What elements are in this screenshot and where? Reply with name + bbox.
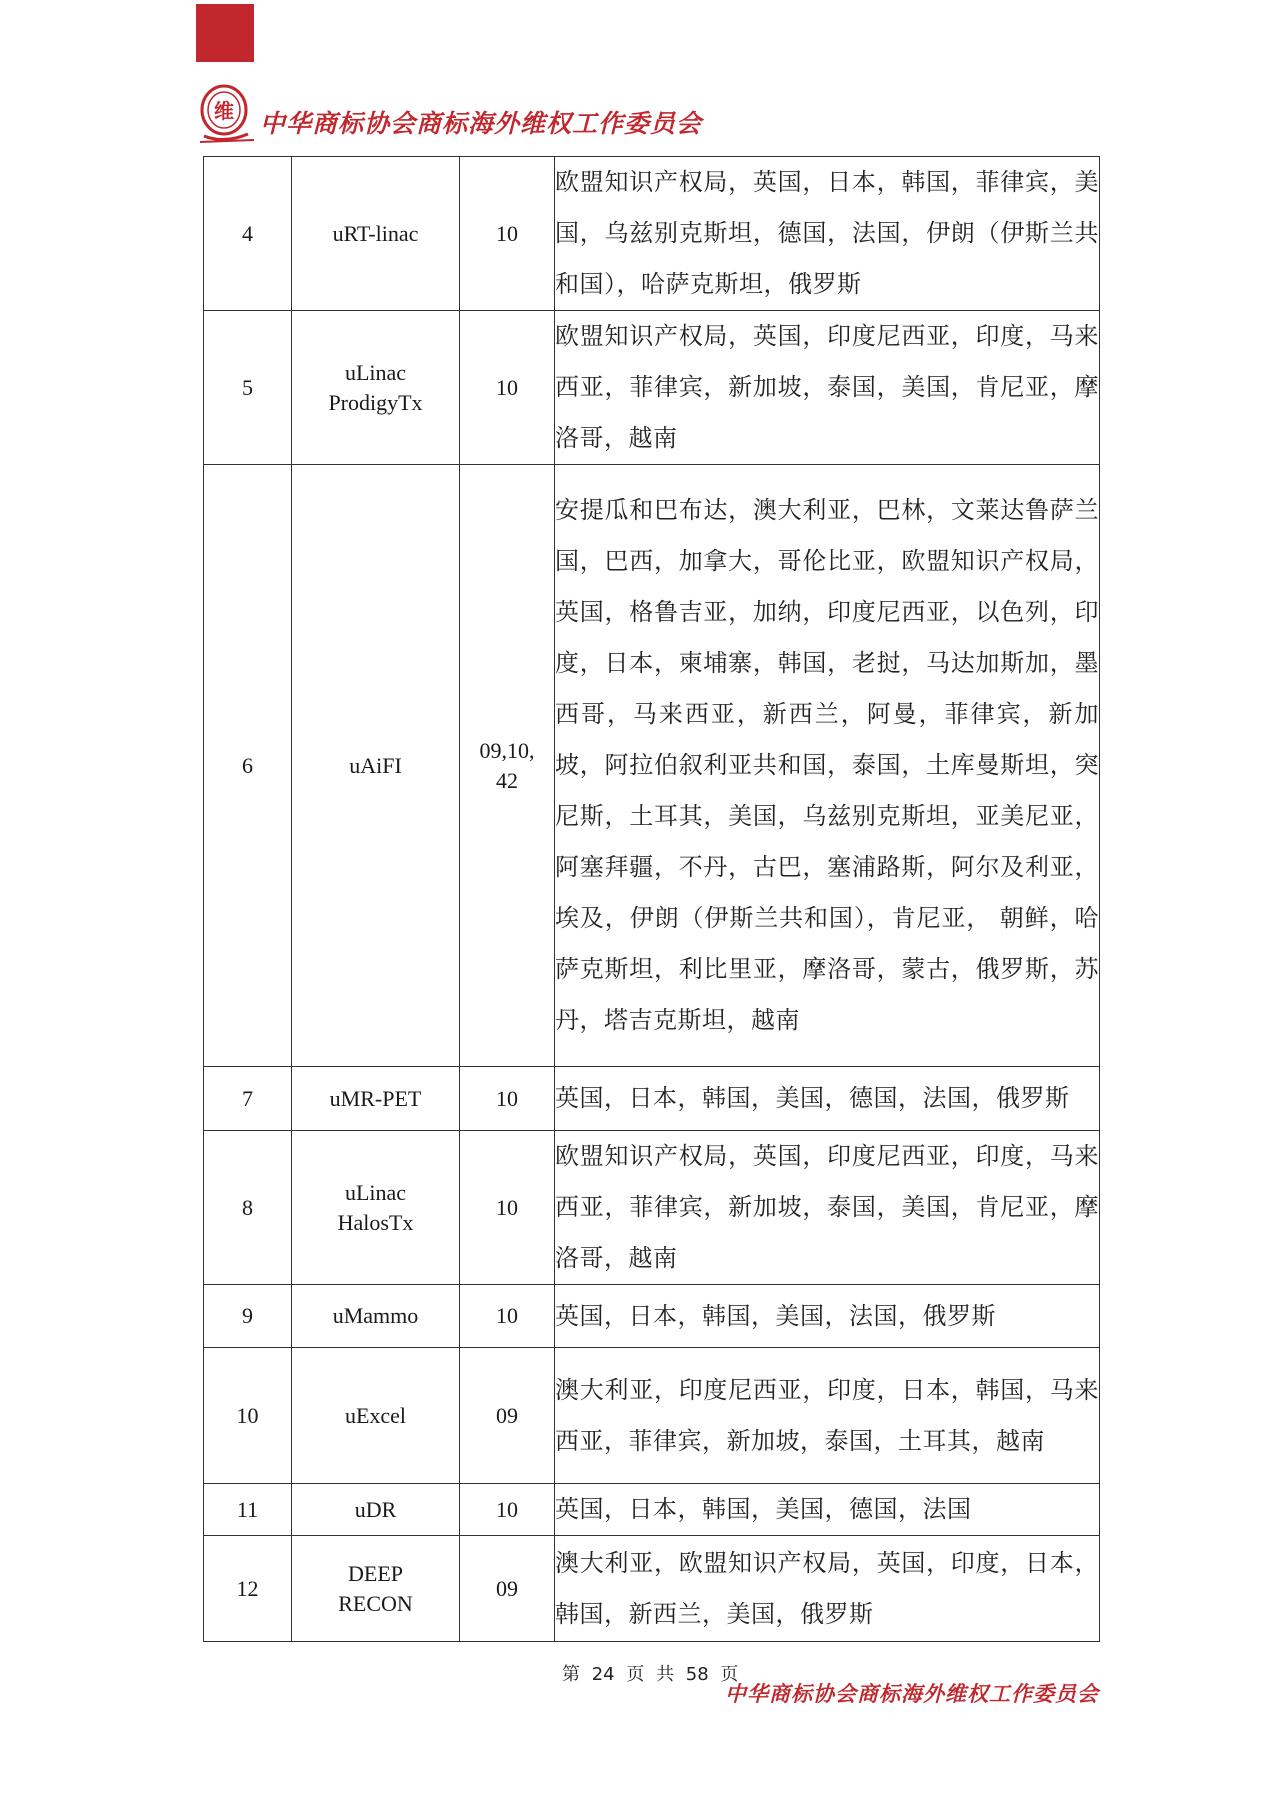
class-line: 10: [496, 1496, 518, 1522]
trademark-name-line: uRT-linac: [332, 220, 419, 246]
cell-countries: 欧盟知识产权局，英国，印度尼西亚，印度，马来西亚，菲律宾，新加坡，泰国，美国，肯尼亚，摩洛哥，越南: [555, 1131, 1100, 1285]
footer-org-name: 中华商标协会商标海外维权工作委员会: [725, 1682, 1099, 1706]
trademark-name-line: HalosTx: [337, 1209, 414, 1235]
trademark-name-line: uLinac: [344, 359, 407, 385]
cell-trademark-name: [292, 1348, 460, 1484]
cell-row-number: 10: [204, 1348, 292, 1484]
cell-countries: 英国，日本，韩国，美国，德国，法国: [555, 1484, 1100, 1536]
cell-countries: 安提瓜和巴布达，澳大利亚，巴林，文莱达鲁萨兰国，巴西，加拿大，哥伦比亚，欧盟知识产权局，英国，格鲁吉亚，加纳，印度尼西亚，以色列，印度，日本，柬埔寨，韩国，老挝，马达加斯加，墨西哥，马来西亚，新西兰，阿曼，菲律宾，新加坡，阿拉伯叙利亚共和国，泰国，土库曼斯坦，突尼斯，土耳其，美国，乌兹别克斯坦，亚美尼亚，阿塞拜疆，不丹，古巴，塞浦路斯，阿尔及利亚，埃及，伊朗（伊斯兰共和国），肯尼亚， 朝鲜，哈萨克斯坦，利比里亚，摩洛哥，蒙古，俄罗斯，苏丹，塔吉克斯坦，越南: [555, 465, 1100, 1067]
cell-classes: [460, 311, 555, 465]
trademark-name-line: uDR: [354, 1496, 397, 1522]
cell-trademark-name: [292, 1131, 460, 1285]
table-row: [204, 1131, 1100, 1285]
cell-countries: 澳大利亚，印度尼西亚，印度，日本，韩国，马来西亚，菲律宾，新加坡，泰国，土耳其，越南: [555, 1348, 1100, 1484]
cell-classes: [460, 157, 555, 311]
cell-row-number: 4: [204, 157, 292, 311]
class-line: 42: [496, 767, 518, 793]
cell-row-number: 9: [204, 1285, 292, 1348]
cell-classes: [460, 1067, 555, 1131]
table-row: [204, 1484, 1100, 1536]
cell-classes: [460, 1131, 555, 1285]
cell-row-number: 11: [204, 1484, 292, 1536]
trademark-name-line: RECON: [338, 1590, 413, 1616]
table-row: [204, 1348, 1100, 1484]
cell-trademark-name: [292, 1484, 460, 1536]
cell-row-number: 8: [204, 1131, 292, 1285]
association-seal-logo: [196, 80, 260, 148]
cell-classes: [460, 1348, 555, 1484]
class-line: 10: [496, 1194, 518, 1220]
cell-row-number: 6: [204, 465, 292, 1067]
cell-row-number: 12: [204, 1536, 292, 1642]
cell-trademark-name: [292, 465, 460, 1067]
page-number: 第 24 页 共 58 页: [562, 1664, 739, 1685]
cell-trademark-name: [292, 1285, 460, 1348]
class-line: 09: [496, 1575, 518, 1601]
trademark-name-line: DEEP: [348, 1560, 403, 1586]
header-org-name: 中华商标协会商标海外维权工作委员会: [260, 109, 703, 138]
class-line: 10: [496, 1085, 518, 1111]
class-line: 09,10,: [479, 737, 535, 763]
cell-countries: 英国，日本，韩国，美国，法国，俄罗斯: [555, 1285, 1100, 1348]
table-row: [204, 465, 1100, 1067]
trademark-registration-table: [203, 156, 1100, 1642]
cell-classes: [460, 1536, 555, 1642]
class-line: 10: [496, 220, 518, 246]
class-line: 10: [496, 1303, 518, 1328]
table-row: [204, 1536, 1100, 1642]
table-row: [204, 157, 1100, 311]
corner-red-block: [196, 4, 254, 62]
table-row: [204, 311, 1100, 465]
cell-classes: [460, 1285, 555, 1348]
cell-countries: 欧盟知识产权局，英国，印度尼西亚，印度，马来西亚，菲律宾，新加坡，泰国，美国，肯尼亚，摩洛哥，越南: [555, 311, 1100, 465]
cell-row-number: 7: [204, 1067, 292, 1131]
cell-countries: 英国，日本，韩国，美国，德国，法国，俄罗斯: [555, 1067, 1100, 1131]
trademark-name-line: uExcel: [344, 1402, 407, 1428]
class-line: 09: [496, 1402, 518, 1428]
cell-countries: 澳大利亚，欧盟知识产权局，英国，印度，日本，韩国，新西兰，美国，俄罗斯: [555, 1536, 1100, 1642]
cell-trademark-name: [292, 311, 460, 465]
trademark-name-line: ProdigyTx: [328, 389, 423, 415]
cell-classes: [460, 465, 555, 1067]
cell-classes: [460, 1484, 555, 1536]
trademark-name-line: uAiFI: [349, 752, 402, 778]
page-header: [196, 76, 1096, 152]
trademark-name-line: uMammo: [332, 1303, 419, 1328]
table-row: [204, 1067, 1100, 1131]
cell-trademark-name: [292, 1536, 460, 1642]
trademark-name-line: uMR-PET: [329, 1085, 422, 1111]
cell-row-number: 5: [204, 311, 292, 465]
trademark-name-line: uLinac: [344, 1179, 407, 1205]
cell-trademark-name: [292, 1067, 460, 1131]
class-line: 10: [496, 374, 518, 400]
cell-trademark-name: [292, 157, 460, 311]
table-row: [204, 1285, 1100, 1348]
logo-glyph: 维: [214, 99, 234, 123]
cell-countries: 欧盟知识产权局，英国，日本，韩国，菲律宾，美国，乌兹别克斯坦，德国，法国，伊朗（伊斯兰共和国），哈萨克斯坦，俄罗斯: [555, 157, 1100, 311]
